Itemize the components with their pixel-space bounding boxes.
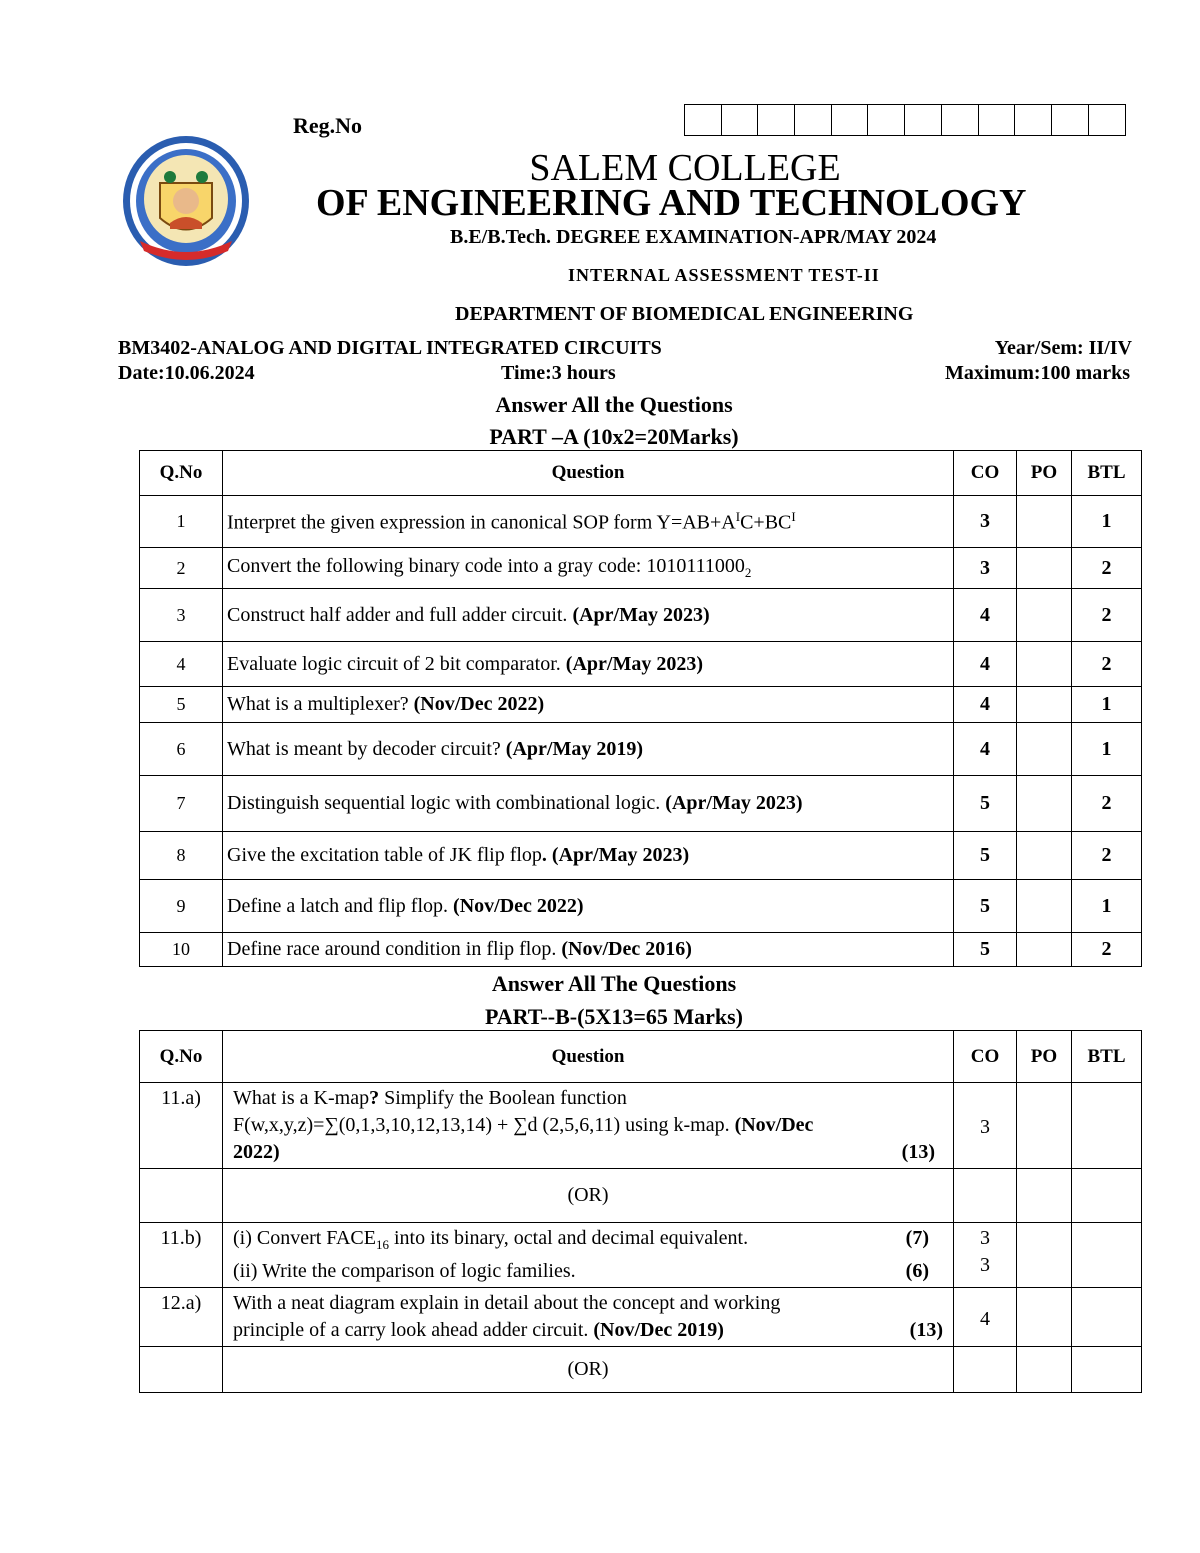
co-value: 3	[954, 548, 1017, 589]
question-number: 11.b)	[140, 1223, 223, 1288]
btl-value: 1	[1072, 687, 1142, 723]
or-separator: (OR)	[223, 1347, 954, 1393]
question-number	[140, 1347, 223, 1393]
question-number: 12.a)	[140, 1288, 223, 1347]
header-qno: Q.No	[140, 451, 223, 496]
reg-no-box[interactable]	[942, 105, 979, 135]
test-title: INTERNAL ASSESSMENT TEST-II	[568, 265, 880, 285]
btl-value: 2	[1072, 776, 1142, 832]
co-value: 5	[954, 933, 1017, 967]
header-btl: BTL	[1072, 1031, 1142, 1083]
co-value: 3	[954, 1083, 1017, 1169]
reg-no-box[interactable]	[905, 105, 942, 135]
header-qno: Q.No	[140, 1031, 223, 1083]
btl-value: 2	[1072, 832, 1142, 880]
po-value	[1017, 880, 1072, 933]
question-number: 11.a)	[140, 1083, 223, 1169]
co-value: 5	[954, 776, 1017, 832]
reg-no-box[interactable]	[722, 105, 759, 135]
btl-value: 1	[1072, 496, 1142, 548]
header-po: PO	[1017, 451, 1072, 496]
table-row	[140, 1169, 1142, 1223]
question-text: What is a multiplexer? (Nov/Dec 2022)	[223, 687, 954, 723]
part-a-instruction: Answer All the Questions	[495, 392, 733, 417]
question-text: What is meant by decoder circuit? (Apr/May 2019)	[223, 723, 954, 776]
btl-value: 2	[1072, 933, 1142, 967]
btl-value	[1072, 1083, 1142, 1169]
question-text: What is a K-map? Simplify the Boolean function F(w,x,y,z)=∑(0,1,3,10,12,13,14) + ∑d (2,5,6,11) using k-map. (Nov/Dec 2022) (13)	[223, 1083, 954, 1169]
co-value: 4	[954, 642, 1017, 687]
btl-value: 2	[1072, 548, 1142, 589]
co-value: 5	[954, 832, 1017, 880]
po-value	[1017, 933, 1072, 967]
exam-title: B.E/B.Tech. DEGREE EXAMINATION-APR/MAY 2024	[450, 226, 937, 248]
reg-no-box[interactable]	[1052, 105, 1089, 135]
college-name-line2: OF ENGINEERING AND TECHNOLOGY	[316, 182, 1027, 224]
co-value: 4	[954, 723, 1017, 776]
table-header-row	[140, 451, 1142, 496]
btl-value	[1072, 1169, 1142, 1223]
part-a-title: PART –A (10x2=20Marks)	[489, 424, 739, 449]
question-text: Give the excitation table of JK flip flop. (Apr/May 2023)	[223, 832, 954, 880]
co-value: 4	[954, 589, 1017, 642]
exam-date: Date:10.06.2024	[118, 362, 255, 384]
question-number: 2	[140, 548, 223, 589]
question-text: Interpret the given expression in canonical SOP form $Y=AB+A^IC+BC^I$	[223, 496, 954, 548]
table-row	[140, 1223, 1142, 1288]
table-row	[140, 832, 1142, 880]
table-row	[140, 496, 1142, 548]
po-value	[1017, 496, 1072, 548]
reg-no-box[interactable]	[979, 105, 1016, 135]
table-row	[140, 589, 1142, 642]
co-value: 3 3	[954, 1223, 1017, 1288]
po-value	[1017, 832, 1072, 880]
table-row	[140, 687, 1142, 723]
reg-no-box[interactable]	[758, 105, 795, 135]
table-header-row	[140, 1031, 1142, 1083]
btl-value: 1	[1072, 880, 1142, 933]
question-number: 1	[140, 496, 223, 548]
question-text: Convert the following binary code into a gray code: $1010111000_2$	[223, 548, 954, 589]
po-value	[1017, 642, 1072, 687]
max-marks: Maximum:100 marks	[945, 362, 1130, 384]
header-question: Question	[223, 1031, 954, 1083]
reg-no-label: Reg.No	[293, 113, 363, 138]
part-b-table	[139, 1030, 1142, 1393]
po-value	[1017, 1223, 1072, 1288]
question-number: 7	[140, 776, 223, 832]
table-row	[140, 1083, 1142, 1169]
question-text: Evaluate logic circuit of 2 bit comparator. (Apr/May 2023)	[223, 642, 954, 687]
po-value	[1017, 1169, 1072, 1223]
reg-no-box[interactable]	[1089, 105, 1126, 135]
btl-value: 2	[1072, 589, 1142, 642]
table-row	[140, 880, 1142, 933]
btl-value: 1	[1072, 723, 1142, 776]
co-value: 3	[954, 496, 1017, 548]
po-value	[1017, 687, 1072, 723]
table-row	[140, 642, 1142, 687]
table-row	[140, 723, 1142, 776]
part-a-table	[139, 450, 1142, 967]
po-value	[1017, 1288, 1072, 1347]
part-b-title: PART--B-(5X13=65 Marks)	[484, 1004, 744, 1029]
or-separator: (OR)	[223, 1169, 954, 1223]
table-row	[140, 548, 1142, 589]
co-value: 5	[954, 880, 1017, 933]
co-value	[954, 1169, 1017, 1223]
question-number: 8	[140, 832, 223, 880]
header-co: CO	[954, 451, 1017, 496]
reg-no-box[interactable]	[832, 105, 869, 135]
reg-no-boxes[interactable]	[684, 104, 1126, 136]
part-b-instruction: Answer All The Questions	[491, 971, 737, 996]
question-number	[140, 1169, 223, 1223]
btl-value	[1072, 1223, 1142, 1288]
question-number: 10	[140, 933, 223, 967]
po-value	[1017, 1347, 1072, 1393]
header-po: PO	[1017, 1031, 1072, 1083]
department-title: DEPARTMENT OF BIOMEDICAL ENGINEERING	[455, 303, 914, 325]
question-text: Define race around condition in flip flop. (Nov/Dec 2016)	[223, 933, 954, 967]
po-value	[1017, 589, 1072, 642]
subject-code: BM3402-ANALOG AND DIGITAL INTEGRATED CIRCUITS	[118, 337, 662, 359]
reg-no-box[interactable]	[685, 105, 722, 135]
table-row	[140, 933, 1142, 967]
po-value	[1017, 776, 1072, 832]
question-number: 5	[140, 687, 223, 723]
question-text: Distinguish sequential logic with combinational logic. (Apr/May 2023)	[223, 776, 954, 832]
reg-no-box[interactable]	[795, 105, 832, 135]
header-question: Question	[223, 451, 954, 496]
question-text: With a neat diagram explain in detail about the concept and working principle of a carry look ahead adder circuit. (Nov/Dec 2019) (13)	[223, 1288, 954, 1347]
question-text: Construct half adder and full adder circuit. (Apr/May 2023)	[223, 589, 954, 642]
question-number: 3	[140, 589, 223, 642]
question-text: (i) Convert $FACE_{16}$ into its binary, octal and decimal equivalent. (7) (ii) Write the comparison of logic families. (6)	[223, 1223, 954, 1288]
btl-value	[1072, 1347, 1142, 1393]
reg-no-box[interactable]	[1015, 105, 1052, 135]
po-value	[1017, 723, 1072, 776]
co-value	[954, 1347, 1017, 1393]
btl-value: 2	[1072, 642, 1142, 687]
question-text: Define a latch and flip flop. (Nov/Dec 2022)	[223, 880, 954, 933]
question-number: 9	[140, 880, 223, 933]
po-value	[1017, 548, 1072, 589]
table-row	[140, 776, 1142, 832]
btl-value	[1072, 1288, 1142, 1347]
header-btl: BTL	[1072, 451, 1142, 496]
question-number: 6	[140, 723, 223, 776]
exam-time: Time:3 hours	[501, 362, 616, 384]
table-row	[140, 1288, 1142, 1347]
reg-no-box[interactable]	[868, 105, 905, 135]
college-name-line1: SALEM COLLEGE	[529, 147, 841, 189]
question-number: 4	[140, 642, 223, 687]
po-value	[1017, 1083, 1072, 1169]
table-row	[140, 1347, 1142, 1393]
year-sem: Year/Sem: II/IV	[994, 337, 1132, 359]
co-value: 4	[954, 1288, 1017, 1347]
co-value: 4	[954, 687, 1017, 723]
header-co: CO	[954, 1031, 1017, 1083]
